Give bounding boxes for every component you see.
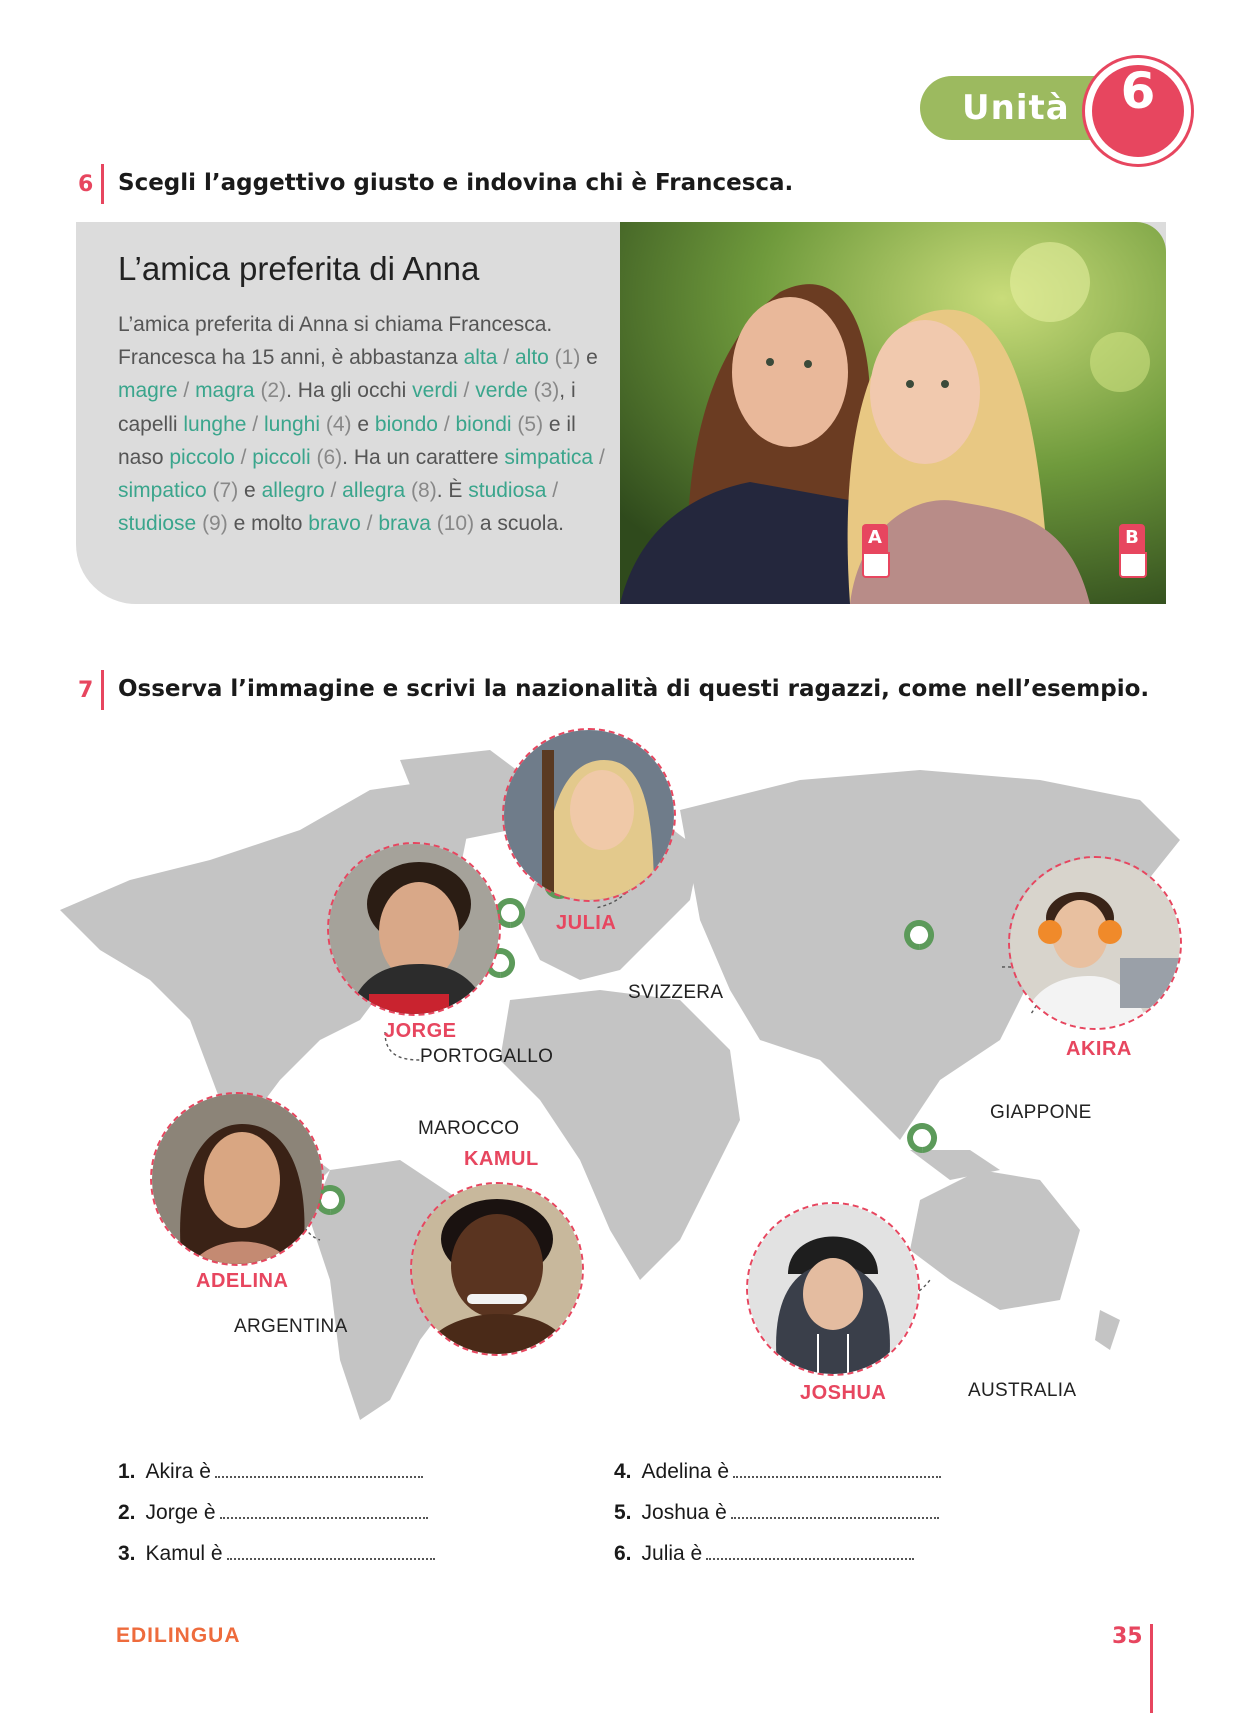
answer-line[interactable] [220,1503,428,1519]
exercise-6-bar [101,164,104,204]
choice-a-label: A [862,524,888,552]
item-text: Adelina è [641,1460,730,1483]
exercise-item-3 [118,1542,435,1566]
item-text: Kamul è [145,1542,223,1565]
exercise-6-number: 6 [78,172,94,197]
exercise-7-bar [101,670,104,710]
item-number: 2. [118,1501,136,1524]
country-label-marocco: MAROCCO [418,1118,520,1139]
answer-line[interactable] [731,1503,939,1519]
country-label-giappone: GIAPPONE [990,1102,1092,1123]
name-label-akira: AKIRA [1066,1038,1132,1060]
girls-photo [620,222,1166,604]
item-text: Julia è [641,1542,703,1565]
country-label-australia: AUSTRALIA [968,1380,1077,1401]
choice-a-checkbox[interactable] [862,552,890,578]
reading-text: L’amica preferita di Anna si chiama Francesca. Francesca ha 15 anni, è abbastanza alta / alto (1) e magre / magra (2). Ha gli occhi verdi / verde (3), i capelli lunghe / lunghi (4) e biondo / biondi (5) e il naso piccolo / piccoli (6). Ha un carattere simpatica / simpatico (7) e allegro / allegra (8). È studiosa / studiose (9) e molto bravo / brava (10) a scuola. [118,313,605,536]
page-number: 35 [1112,1624,1143,1649]
joshua-portrait [746,1202,920,1376]
jorge-portrait [327,842,501,1016]
name-label-jorge: JORGE [384,1020,457,1042]
item-text: Jorge è [145,1501,216,1524]
country-label-argentina: ARGENTINA [234,1316,348,1337]
item-number: 3. [118,1542,136,1565]
exercise-item-4 [614,1460,941,1484]
choice-b-checkbox[interactable] [1119,552,1147,578]
item-number: 6. [614,1542,632,1565]
akira-portrait [1008,856,1182,1030]
country-label-portogallo: PORTOGALLO [420,1046,554,1067]
answer-line[interactable] [733,1462,941,1478]
item-text: Joshua è [641,1501,727,1524]
choice-b-label: B [1119,524,1145,552]
adelina-portrait [150,1092,324,1266]
name-label-adelina: ADELINA [196,1270,289,1292]
exercise-6-instruction: Scegli l’aggettivo giusto e indovina chi è Francesca. [118,170,794,196]
julia-portrait [502,728,676,902]
page-bar [1150,1624,1153,1713]
exercise-item-1 [118,1460,423,1484]
answer-line[interactable] [215,1462,423,1478]
publisher-logo: EDILINGUA [116,1624,241,1647]
name-label-julia: JULIA [556,912,617,934]
item-number: 5. [614,1501,632,1524]
exercise-item-5 [614,1501,939,1525]
kamul-portrait [410,1182,584,1356]
exercise-7-instruction: Osserva l’immagine e scrivi la nazionalità di questi ragazzi, come nell’esempio. [118,676,1150,702]
unit-number: 6 [1120,62,1156,120]
item-number: 1. [118,1460,136,1483]
answer-line[interactable] [227,1544,435,1560]
name-label-kamul: KAMUL [464,1148,539,1170]
unit-label: Unità [962,88,1070,128]
exercise-7-number: 7 [78,678,94,703]
answer-line[interactable] [706,1544,914,1560]
item-text: Akira è [145,1460,211,1483]
name-label-joshua: JOSHUA [800,1382,887,1404]
reading-title: L’amica preferita di Anna [118,250,480,287]
exercise-item-2 [118,1501,428,1525]
country-label-svizzera: SVIZZERA [628,982,724,1003]
item-number: 4. [614,1460,632,1483]
exercise-item-6 [614,1542,914,1566]
